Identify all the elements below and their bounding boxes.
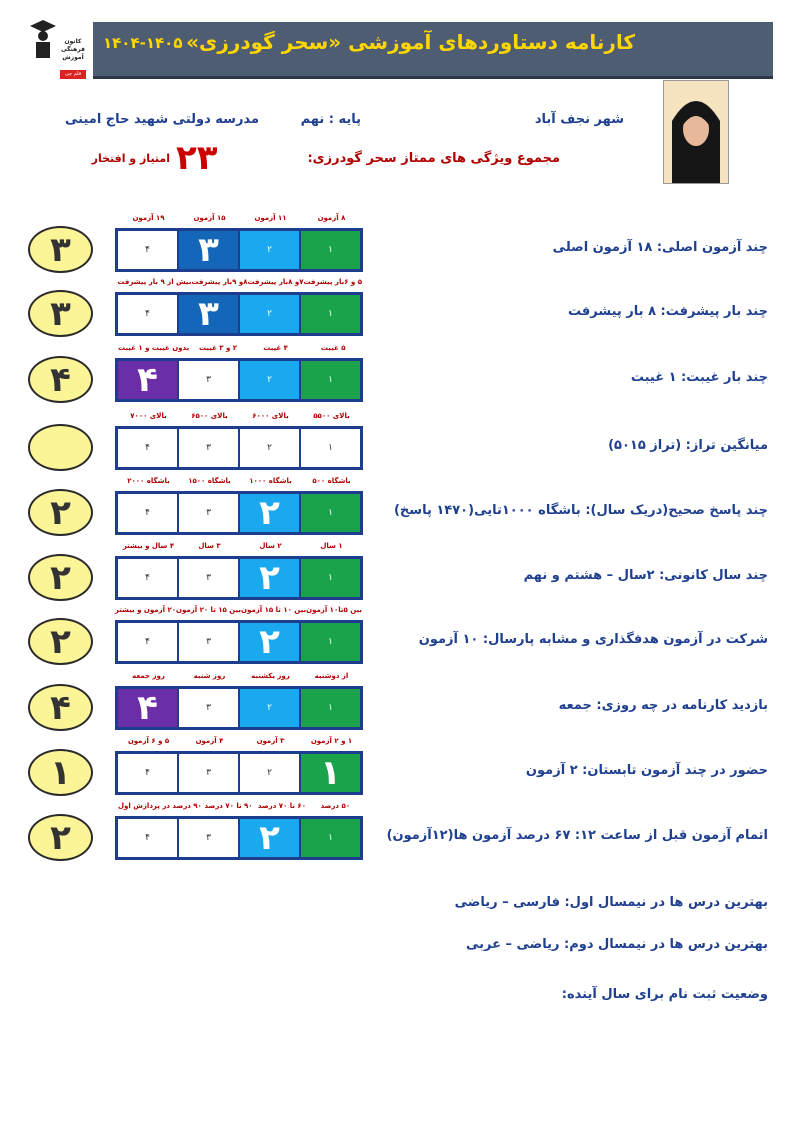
level-cell: ۳ (179, 295, 238, 333)
row-level-grid (115, 228, 363, 272)
level-label: ۵ غیبت (320, 344, 346, 352)
level-label: بین ۵تا۱۰ آزمون (306, 606, 362, 614)
level-label: ۹۰ تا ۷۰ درصد (204, 802, 253, 810)
level-label: روز جمعه (132, 672, 165, 680)
row-level-labels (118, 737, 362, 745)
level-cell: ۲ (240, 494, 299, 532)
level-label: بین ۱۵ تا ۲۰ آزمون (176, 606, 242, 614)
level-label: باشگاه ۵۰۰ (312, 477, 351, 485)
logo-text: کانون فرهنگی آموزش (61, 38, 85, 61)
level-label: بدون غیبت و ۱ غیبت (118, 344, 190, 352)
level-label: ۴ سال و بیشتر (122, 542, 175, 550)
best-subjects-first-semester: بهترین درس ها در نیمسال اول: فارسی – ریاضی (454, 895, 768, 910)
criterion-question: چند آزمون اصلی: ۱۸ آزمون اصلی (552, 240, 768, 255)
level-cell: ۴ (118, 429, 177, 467)
level-cell: ۱ (301, 494, 360, 532)
row-level-labels (118, 542, 362, 550)
level-cell: ۴ (118, 689, 177, 727)
row-level-grid (115, 358, 363, 402)
city-label: شهر نجف آباد (534, 112, 624, 127)
row-level-grid (115, 292, 363, 336)
level-cell: ۴ (118, 295, 177, 333)
row-score-circle: ۲ (28, 554, 93, 601)
level-cell: ۲ (240, 819, 299, 857)
level-cell: ۱ (301, 819, 360, 857)
row-score-circle (28, 424, 93, 471)
level-cell: ۴ (118, 494, 177, 532)
row-level-grid (115, 751, 363, 795)
level-label: بالای ۶۰۰۰ (252, 412, 289, 420)
kanoon-logo (26, 18, 86, 82)
level-cell: ۱ (301, 623, 360, 661)
registration-status: وضعیت ثبت نام برای سال آینده: (561, 987, 768, 1002)
row-level-labels (114, 606, 362, 614)
level-label: ۱۹ آزمون (132, 214, 165, 222)
level-label: بالای ۵۵۰۰ (313, 412, 350, 420)
criterion-question: حضور در چند آزمون تابستان: ۲ آزمون (525, 763, 768, 778)
total-points-unit: امتیاز و افتخار (91, 152, 170, 165)
level-cell: ۳ (179, 819, 238, 857)
level-cell: ۳ (179, 623, 238, 661)
level-cell: ۱ (301, 361, 360, 399)
level-label: باشگاه ۲۰۰۰ (127, 477, 170, 485)
row-level-labels (118, 672, 362, 680)
row-level-labels (118, 412, 362, 420)
level-label: ۴ غیبت (263, 344, 288, 352)
row-level-labels (118, 344, 362, 352)
level-cell: ۲ (240, 231, 299, 269)
row-level-labels (118, 278, 362, 286)
level-cell: ۱ (301, 754, 360, 792)
level-cell: ۴ (118, 754, 177, 792)
row-score-circle: ۲ (28, 814, 93, 861)
level-label: ۳ آزمون (256, 737, 285, 745)
level-cell: ۳ (179, 754, 238, 792)
row-level-labels (118, 802, 362, 810)
level-cell: ۲ (240, 429, 299, 467)
level-cell: ۲ (240, 689, 299, 727)
criterion-question: چند پاسخ صحیح(دریک سال): باشگاه ۱۰۰۰تایی(۱۴۷۰ پاسخ) (393, 503, 768, 518)
level-cell: ۳ (179, 494, 238, 532)
criterion-question: میانگین تراز: (تراز ۵۰۱۵) (608, 438, 768, 453)
level-label: ۵ و ۶ آزمون (127, 737, 170, 745)
grade-label: پایه : نهم (300, 112, 361, 127)
row-score-circle: ۲ (28, 489, 93, 536)
criterion-question: چند بار غیبت: ۱ غیبت (630, 370, 768, 385)
level-cell: ۴ (118, 361, 177, 399)
level-label: بالای ۶۵۰۰ (191, 412, 228, 420)
criterion-question: بازدید کارنامه در چه روزی: جمعه (558, 698, 768, 713)
total-features-label: مجموع ویژگی های ممتاز سحر گودرزی: (307, 151, 560, 166)
level-label: ۲۰ آزمون و بیشتر (114, 606, 176, 614)
level-label: ۱ و ۲ آزمون (310, 737, 353, 745)
level-label: ۳ سال (198, 542, 221, 550)
level-cell: ۳ (179, 559, 238, 597)
level-label: بیش از ۹ بار پیشرفت (117, 278, 192, 286)
level-label: ۱ سال (320, 542, 343, 550)
student-photo (663, 80, 729, 184)
logo-tag: قلم چی (60, 70, 86, 79)
level-label: بین ۱۰ تا ۱۵ آزمون (241, 606, 307, 614)
level-cell: ۴ (118, 623, 177, 661)
criterion-question: چند بار پیشرفت: ۸ بار پیشرفت (567, 304, 768, 319)
level-cell: ۱ (301, 429, 360, 467)
criterion-question: چند سال کانونی: ۲سال – هشتم و نهم (523, 568, 768, 583)
row-level-grid (115, 426, 363, 470)
level-label: ۵۰ درصد (320, 802, 351, 810)
level-cell: ۱ (301, 689, 360, 727)
row-score-circle: ۳ (28, 290, 93, 337)
level-label: ۹۰ درصد در پردازش اول (117, 802, 202, 810)
row-level-grid (115, 816, 363, 860)
level-label: از دوشنبه (314, 672, 349, 680)
level-cell: ۴ (118, 559, 177, 597)
level-cell: ۱ (301, 231, 360, 269)
row-level-grid (115, 491, 363, 535)
report-header (93, 22, 773, 79)
school-label: مدرسه دولتی شهید حاج امینی (65, 112, 259, 127)
level-label: ۵ و ۶بار پیشرفت (303, 278, 362, 286)
level-cell: ۲ (240, 754, 299, 792)
level-label: ۱۵ آزمون (193, 214, 226, 222)
level-cell: ۴ (118, 819, 177, 857)
row-score-circle: ۴ (28, 684, 93, 731)
row-level-grid (115, 686, 363, 730)
level-cell: ۳ (179, 231, 238, 269)
level-label: ۲ سال (259, 542, 282, 550)
academic-year: ۱۴۰۴-۱۴۰۵ (103, 34, 183, 52)
graduation-cap-icon (28, 18, 58, 58)
level-label: ۸ آزمون (317, 214, 346, 222)
best-subjects-second-semester: بهترین درس ها در نیمسال دوم: ریاضی – عربی (465, 937, 768, 952)
level-cell: ۲ (240, 361, 299, 399)
row-score-circle: ۲ (28, 618, 93, 665)
total-points-value: ۲۳ (176, 138, 218, 178)
row-level-grid (115, 620, 363, 664)
level-label: ۴ آزمون (195, 737, 224, 745)
level-cell: ۱ (301, 559, 360, 597)
level-cell: ۳ (179, 689, 238, 727)
row-score-circle: ۱ (28, 749, 93, 796)
level-label: روز شنبه (193, 672, 226, 680)
criterion-question: شرکت در آزمون هدفگذاری و مشابه پارسال: ۱۰ آزمون (418, 632, 768, 647)
level-label: روز یکشنبه (251, 672, 290, 680)
report-title: کارنامه دستاوردهای آموزشی «سحر گودرزی» (186, 30, 635, 54)
row-level-labels (118, 477, 362, 485)
level-cell: ۳ (179, 361, 238, 399)
row-level-labels (118, 214, 362, 222)
level-cell: ۴ (118, 231, 177, 269)
level-label: ۲ و ۳ غیبت (198, 344, 238, 352)
level-label: باشگاه ۱۰۰۰ (249, 477, 292, 485)
level-cell: ۱ (301, 295, 360, 333)
row-score-circle: ۴ (28, 356, 93, 403)
level-label: ۸و ۹بار پیشرفت (191, 278, 248, 286)
row-score-circle: ۳ (28, 226, 93, 273)
level-cell: ۲ (240, 623, 299, 661)
level-label: ۷و ۸بار پیشرفت (247, 278, 304, 286)
level-cell: ۲ (240, 295, 299, 333)
criterion-question: اتمام آزمون قبل از ساعت ۱۲: ۶۷ درصد آزمون ها(۱۲آزمون) (386, 828, 768, 843)
level-cell: ۳ (179, 429, 238, 467)
level-label: ۱۱ آزمون (254, 214, 287, 222)
level-label: ۶۰ تا ۷۰ درصد (257, 802, 306, 810)
level-label: باشگاه ۱۵۰۰ (188, 477, 231, 485)
level-label: بالای ۷۰۰۰ (130, 412, 167, 420)
level-cell: ۲ (240, 559, 299, 597)
row-level-grid (115, 556, 363, 600)
